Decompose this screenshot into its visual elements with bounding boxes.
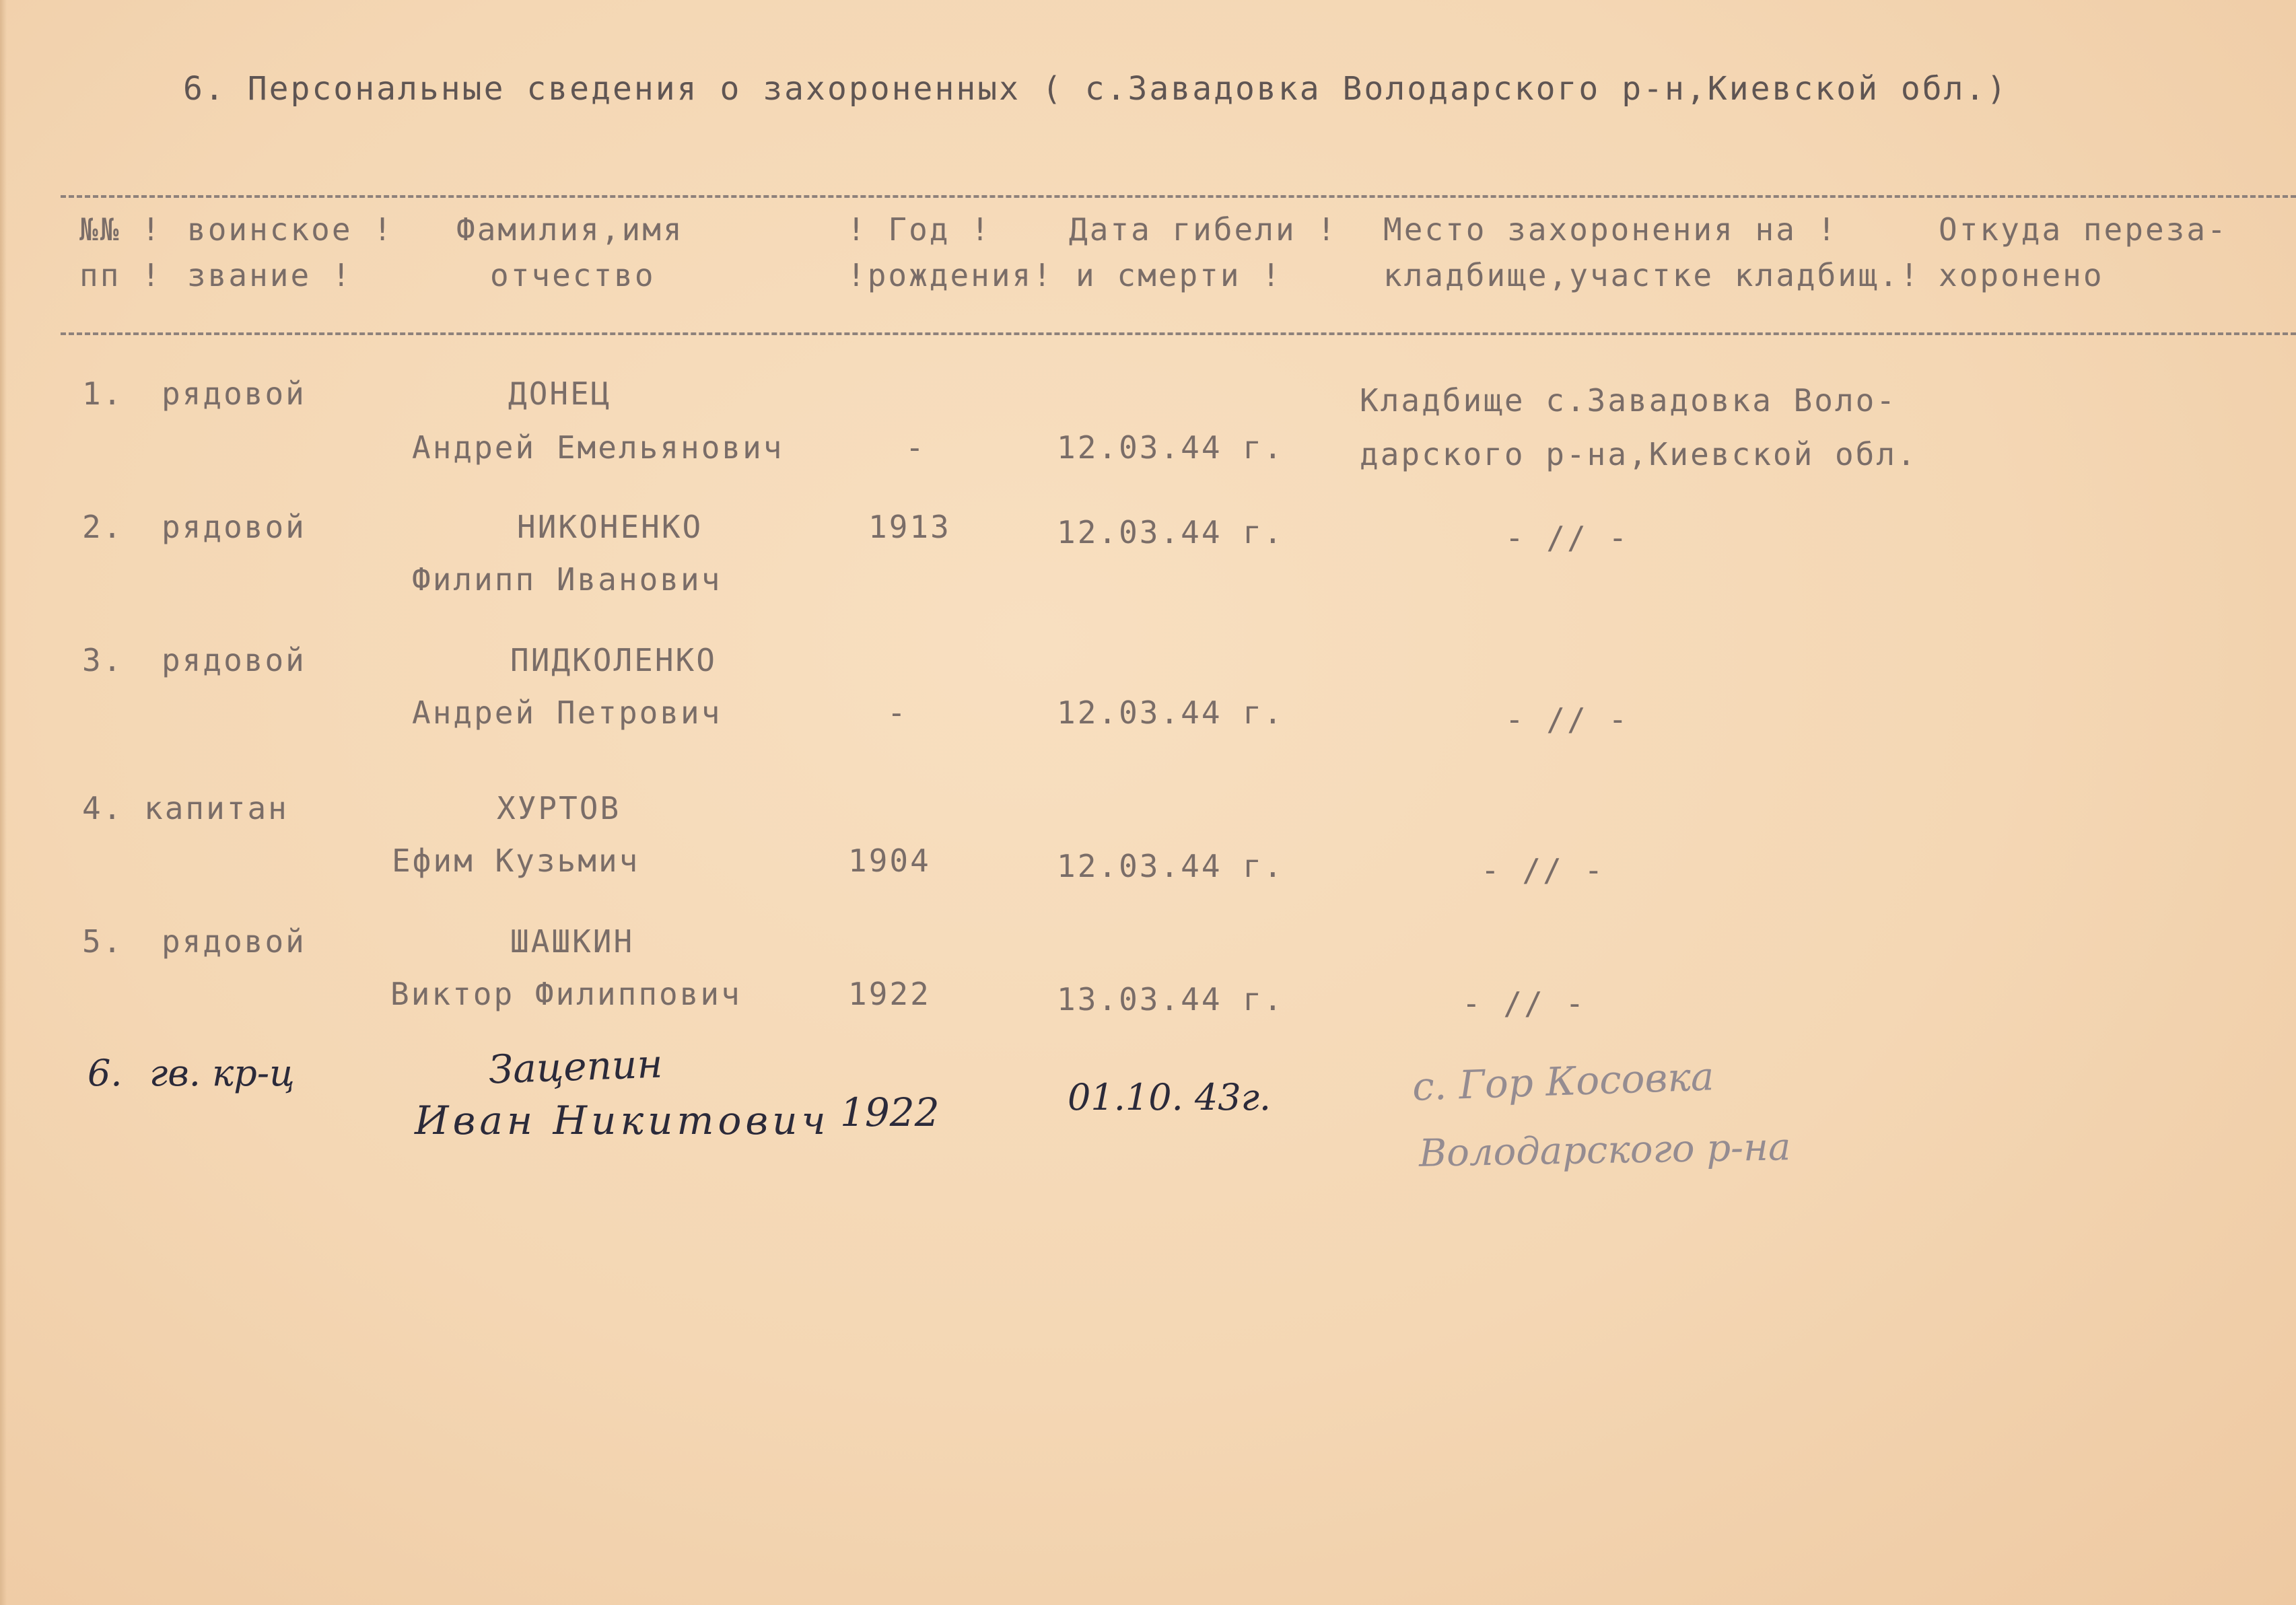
row-number: 6. <box>88 1052 123 1094</box>
row-rank: капитан <box>144 790 289 826</box>
row-burial-place: - // - <box>1505 520 1630 556</box>
row-birth-year: - <box>887 694 908 731</box>
row-surname: ШАШКИН <box>510 923 635 960</box>
row-death-date: 01.10. 43г. <box>1068 1076 1272 1118</box>
header-date-line1: Дата гибели ! <box>1069 211 1338 248</box>
row-rank: рядовой <box>162 509 306 545</box>
row-burial-place-line2: дарского р-на,Киевской обл. <box>1360 436 1918 472</box>
row-burial-place-line2: Володарского р-на <box>1418 1125 1791 1176</box>
row-birth-year: 1913 <box>868 509 951 545</box>
row-rank: рядовой <box>162 642 306 678</box>
header-from-line2: хоронено <box>1939 257 2104 293</box>
row-death-date: 12.03.44 г. <box>1057 848 1284 884</box>
row-birth-year: 1904 <box>848 843 931 879</box>
row-given-names: Виктор Филиппович <box>390 976 742 1012</box>
row-burial-place-line1: с. Гор Косовка <box>1411 1053 1715 1110</box>
row-given-names: Андрей Петрович <box>412 694 722 731</box>
row-birth-year: - <box>905 429 926 466</box>
row-burial-place: - // - <box>1481 852 1605 888</box>
row-given-names: Ефим Кузьмич <box>392 843 640 879</box>
row-surname: НИКОНЕНКО <box>517 509 703 545</box>
row-number: 3. <box>82 642 124 678</box>
row-rank: гв. кр-ц <box>149 1052 295 1094</box>
row-surname: ДОНЕЦ <box>508 376 612 412</box>
row-birth-year: 1922 <box>840 1090 940 1135</box>
header-name-line1: Фамилия,имя <box>456 211 684 248</box>
header-num-line2: пп ! <box>79 257 162 293</box>
header-year-line2: !рождения! <box>847 257 1053 293</box>
row-given-names: Андрей Емельянович <box>412 429 784 466</box>
row-death-date: 12.03.44 г. <box>1057 694 1284 731</box>
row-number: 1. <box>82 376 124 412</box>
header-name-line2: отчество <box>490 257 656 293</box>
row-burial-place: - // - <box>1462 985 1587 1022</box>
row-burial-place: - // - <box>1505 701 1630 738</box>
header-num-line1: №№ ! <box>79 211 162 248</box>
header-date-line2: и смерти ! <box>1076 257 1282 293</box>
row-burial-place-line1: Кладбище с.Завадовка Воло- <box>1360 382 1898 419</box>
header-rank-line1: воинское ! <box>187 211 394 248</box>
row-surname: ПИДКОЛЕНКО <box>510 642 717 678</box>
header-place-line1: Место захоронения на ! <box>1383 211 1838 248</box>
row-number: 5. <box>82 923 124 960</box>
header-from-line1: Откуда переза- <box>1939 211 2228 248</box>
header-top-rule <box>61 195 2296 198</box>
page-title: 6. Персональные сведения о захороненных ( с.Завадовка Володарского р-н,Киевской обл.) <box>183 70 2009 108</box>
header-place-line2: кладбище,участке кладбищ.! <box>1383 257 1921 293</box>
header-bottom-rule <box>61 332 2296 335</box>
header-rank-line2: звание ! <box>187 257 353 293</box>
row-rank: рядовой <box>162 376 306 412</box>
paper-edge-shadow <box>0 0 7 1605</box>
row-surname: ХУРТОВ <box>497 790 621 826</box>
header-year-line1: ! Год ! <box>847 211 992 248</box>
row-death-date: 13.03.44 г. <box>1057 981 1284 1018</box>
row-number: 2. <box>82 509 124 545</box>
row-surname: Зацепин <box>487 1040 664 1093</box>
row-number: 4. <box>82 790 124 826</box>
row-rank: рядовой <box>162 923 306 960</box>
row-given-names: Филипп Иванович <box>412 561 722 598</box>
row-given-names: Иван Никитович <box>415 1098 830 1143</box>
row-death-date: 12.03.44 г. <box>1057 429 1284 466</box>
row-birth-year: 1922 <box>848 976 931 1012</box>
row-death-date: 12.03.44 г. <box>1057 514 1284 550</box>
